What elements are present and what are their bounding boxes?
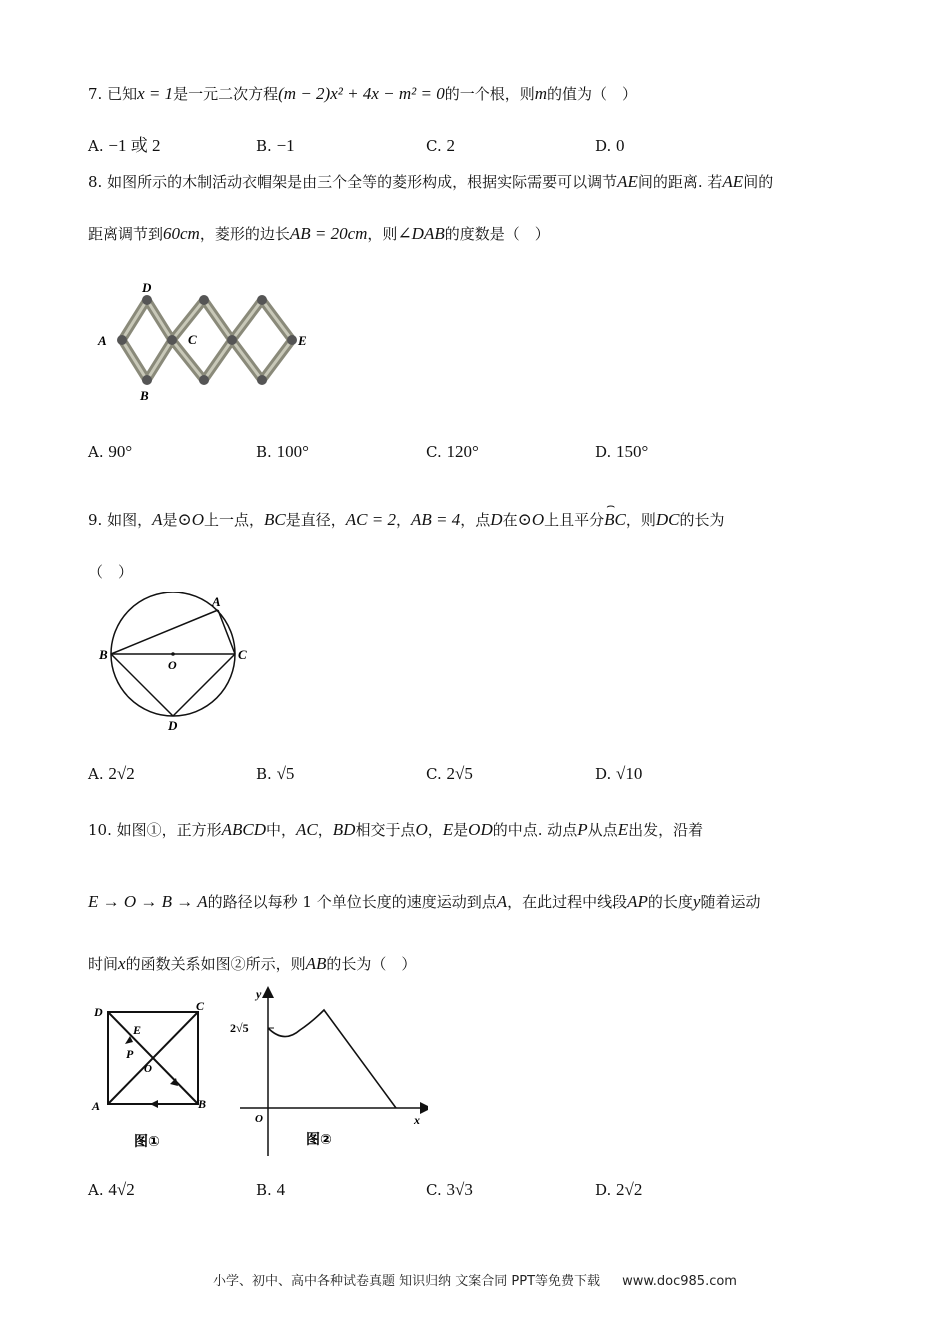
origin-label: O	[255, 1113, 263, 1125]
q8-option-d: D. 150°	[595, 442, 649, 461]
axis-x-label: x	[414, 1113, 420, 1127]
label-c: C	[238, 647, 247, 662]
figure-2-caption: 图②	[306, 1132, 332, 1148]
label-a: A	[92, 1099, 101, 1113]
label-a: A	[212, 594, 221, 609]
q8-option-a: A. 90°	[88, 442, 133, 461]
axis-y-label: y	[256, 987, 262, 1001]
label-o: O	[168, 658, 177, 672]
square-figure	[88, 1000, 218, 1160]
q9-option-a: A. 2√2	[88, 764, 135, 783]
q8-stem-line1: 8. 如图所示的木制活动衣帽架是由三个全等的菱形构成，根据实际需要可以调节AE间的距离. 若AE间的	[88, 172, 774, 191]
q7-stem: 7. 已知x = 1是一元二次方程(m − 2)x² + 4x − m² = 0的一个根，则m的值为（ ）	[88, 84, 637, 103]
y-tick-label: 2√5	[230, 1021, 249, 1035]
footer-link[interactable]: www.doc985.com	[622, 1274, 737, 1289]
q8-stem-line2: 距离调节到60cm，菱形的边长AB = 20cm，则∠DAB的度数是（ ）	[88, 224, 550, 243]
q10-stem-line1: 10. 如图①，正方形ABCD中，AC，BD相交于点O，E是OD的中点. 动点P从点E出发，沿着	[88, 820, 704, 839]
label-a: A	[98, 333, 107, 348]
figure-1-caption: 图①	[134, 1134, 160, 1150]
q7-option-d: D. 0	[595, 136, 625, 155]
function-graph-figure	[228, 984, 428, 1160]
q9-option-c: C. 2√5	[426, 764, 473, 783]
circle-figure	[96, 592, 256, 732]
q10-option-a: A. 4√2	[88, 1180, 135, 1199]
label-d: D	[142, 280, 152, 295]
label-o: O	[144, 1063, 152, 1075]
q7-option-c: C. 2	[426, 136, 455, 155]
label-c: C	[196, 1000, 205, 1013]
label-b: B	[198, 1097, 207, 1111]
q7-option-a: A. −1 或 2	[88, 136, 161, 155]
label-c: C	[188, 332, 197, 347]
label-e: E	[133, 1023, 142, 1037]
label-e: E	[298, 333, 307, 348]
q8-option-b: B. 100°	[256, 442, 309, 461]
footer-text: 小学、初中、高中各种试卷真题 知识归纳 文案合同 PPT等免费下载	[213, 1274, 601, 1289]
label-b: B	[140, 388, 149, 403]
q10-stem-line2: E → O → B → A的路径以每秒 1 个单位长度的速度运动到点A，在此过程中线段AP的长度y随着运动	[88, 892, 761, 911]
q8-option-c: C. 120°	[426, 442, 479, 461]
q7-option-b: B. −1	[256, 136, 295, 155]
page-footer	[0, 1270, 950, 1289]
q10-option-c: C. 3√3	[426, 1180, 473, 1199]
q9-option-b: B. √5	[256, 764, 295, 783]
q9-stem-line2: （ ）	[88, 563, 134, 581]
q9-stem-line1: 9. 如图，A是⊙O上一点，BC是直径，AC = 2，AB = 4，点D在⊙O上且平分 ⌢ BC，则DC的长为	[88, 498, 725, 529]
q10-option-b: B. 4	[256, 1180, 286, 1199]
label-d: D	[168, 718, 178, 732]
q9-option-d: D. √10	[595, 764, 643, 783]
q10-option-d: D. 2√2	[595, 1180, 643, 1199]
label-d: D	[94, 1005, 103, 1019]
label-p: P	[126, 1047, 134, 1061]
coat-rack-figure	[92, 278, 322, 406]
q10-stem-line3: 时间x的函数关系如图②所示，则AB的长为（ ）	[88, 954, 417, 973]
label-b: B	[99, 647, 108, 662]
